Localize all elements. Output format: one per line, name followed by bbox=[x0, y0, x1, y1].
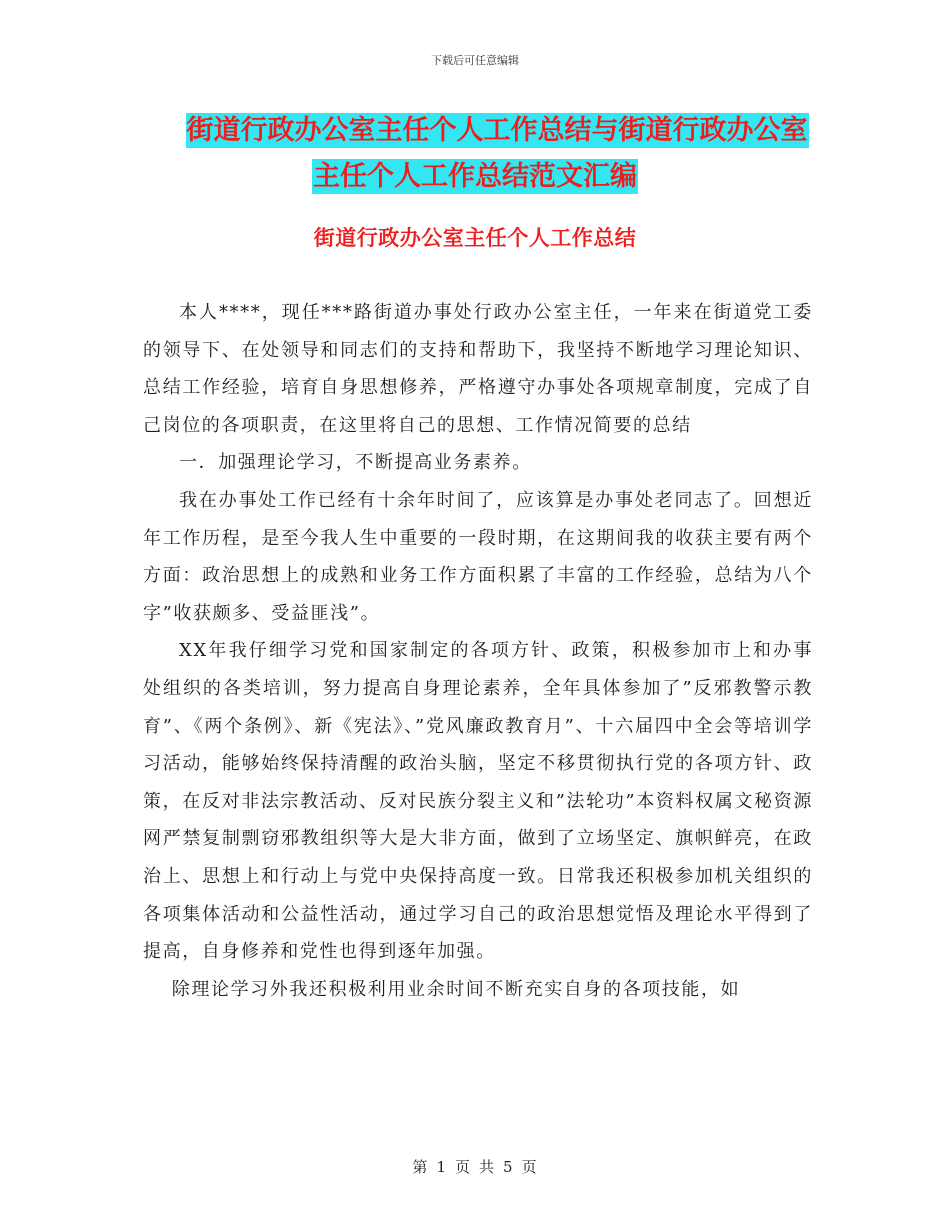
body-text bbox=[143, 294, 813, 1008]
paragraph-experience: 我在办事处工作已经有十余年时间了，应该算是办事处老同志了。回想近年工作历程，是至今我人生中重要的一段时期，在这期间我的收获主要有两个方面：政治思想上的成熟和业务工作方面积累了丰富的工作经验，总结为八个字”收获颇多、受益匪浅”。 bbox=[143, 489, 813, 624]
title-line-1 bbox=[0, 108, 950, 154]
footer-total-pages: 5 bbox=[503, 1158, 514, 1176]
section-title: 街道行政办公室主任个人工作总结 bbox=[313, 226, 637, 250]
page-footer bbox=[0, 1156, 950, 1177]
title-line-2 bbox=[0, 154, 950, 200]
header-note: 下载后可任意编辑 bbox=[431, 54, 519, 67]
document-title bbox=[0, 108, 950, 200]
paragraph-heading-1: 一．加强理论学习，不断提高业务素养。 bbox=[179, 452, 532, 474]
paragraph-intro: 本人****，现任***路街道办事处行政办公室主任，一年来在街道党工委的领导下、在处领导和同志们的支持和帮助下，我坚持不断地学习理论知识、总结工作经验，培育自身思想修养，严格遵守办事处各项规章制度，完成了自己岗位的各项职责，在这里将自己的思想、工作情况简要的总结 bbox=[143, 302, 813, 436]
footer-page-number: 1 bbox=[436, 1158, 447, 1176]
footer-middle: 页 bbox=[454, 1158, 471, 1176]
paragraph-skills: 除理论学习外我还积极利用业余时间不断充实自身的各项技能，如 bbox=[171, 978, 741, 1000]
paragraph-study: XX年我仔细学习党和国家制定的各项方针、政策，积极参加市上和办事处组织的各类培训，努力提高自身理论素养，全年具体参加了”反邪教警示教育”、《两个条例》、新《宪法》、”党风廉政教育月”、十六届四中全会等培训学习活动，能够始终保持清醒的政治头脑，坚定不移贯彻执行党的各项方针、政策，在反对非法宗教活动、反对民族分裂主义和”法轮功”本资料权属文秘资源网严禁复制剽窃邪教组织等大是大非方面，做到了立场坚定、旗帜鲜亮，在政治上、思想上和行动上与党中央保持高度一致。日常我还积极参加机关组织的各项集体活动和公益性活动，通过学习自己的政治思想觉悟及理论水平得到了提高，自身修养和党性也得到逐年加强。 bbox=[143, 640, 813, 963]
footer-suffix: 页 bbox=[521, 1158, 538, 1176]
footer-prefix: 第 bbox=[412, 1158, 429, 1176]
footer-total-label: 共 bbox=[479, 1158, 496, 1176]
title-line-1-text: 街道行政办公室主任个人工作总结与街道行政办公室 bbox=[186, 115, 808, 146]
title-line-2-text: 主任个人工作总结范文汇编 bbox=[313, 161, 637, 192]
